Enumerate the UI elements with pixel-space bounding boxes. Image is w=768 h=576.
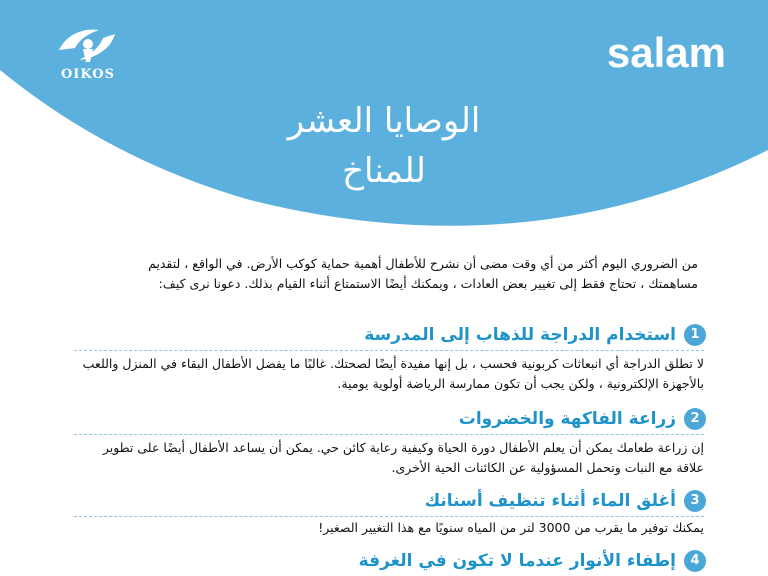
number-badge: 3 [684, 490, 706, 512]
item-1-text: لا تطلق الدراجة أي انبعاثات كربونية فحسب ، بل إنها مفيدة أيضًا لصحتك. غالبًا ما يفضل الأطفال البقاء في المنزل واللعب بالأجهزة الإلكترونية ، ولكن يجب أن تكون ممارسة الرياضة أولوية يومية. [82, 356, 704, 391]
salam-logo [607, 30, 726, 76]
oikos-emblem-icon [53, 20, 123, 68]
item-1-heading [364, 322, 706, 348]
number-badge: 1 [684, 324, 706, 346]
item-2-heading [459, 406, 706, 432]
item-4-heading [359, 548, 706, 574]
item-4-title: إطفاء الأنوار عندما لا تكون في الغرفة [358, 551, 676, 571]
item-3-text: يمكنك توفير ما يقرب من 3000 لتر من المياه سنويًا مع هذا التغيير الصغير! [318, 520, 704, 535]
item-2-text: إن زراعة طعامك يمكن أن يعلم الأطفال دورة الحياة وكيفية رعاية كائن حي. يمكن أن يساعد الأطفال أيضًا على تطوير علاقة مع النبات وتحمل المسؤولية عن الكائنات الحية الأخرى. [102, 440, 704, 475]
item-2-title: زراعة الفاكهة والخضروات [458, 409, 676, 429]
item-3-title: أغلق الماء أثناء تنظيف أسنانك [424, 491, 676, 511]
divider [74, 350, 704, 351]
divider [74, 434, 704, 435]
salam-logo-text: salam [606, 29, 726, 76]
intro-paragraph: من الضروري اليوم أكثر من أي وقت مضى أن نشرح للأطفال أهمية حماية كوكب الأرض. في الواقع ، لتقديم مساهمتك ، تحتاج فقط إلى تغيير بعض العادات ، ويمكنك أيضًا الاستمتاع أثناء القيام بذلك. دعونا نرى كيف: [148, 256, 698, 291]
item-3-heading [425, 488, 706, 514]
item-1-title: استخدام الدراجة للذهاب إلى المدرسة [364, 325, 676, 345]
divider [74, 516, 704, 517]
page-title: الوصايا العشر [287, 101, 481, 141]
page-subtitle: للمناخ [342, 151, 426, 191]
oikos-logo [46, 20, 130, 82]
oikos-logo-text: OIKOS [60, 67, 116, 82]
number-badge: 2 [684, 408, 706, 430]
number-badge: 4 [684, 550, 706, 572]
